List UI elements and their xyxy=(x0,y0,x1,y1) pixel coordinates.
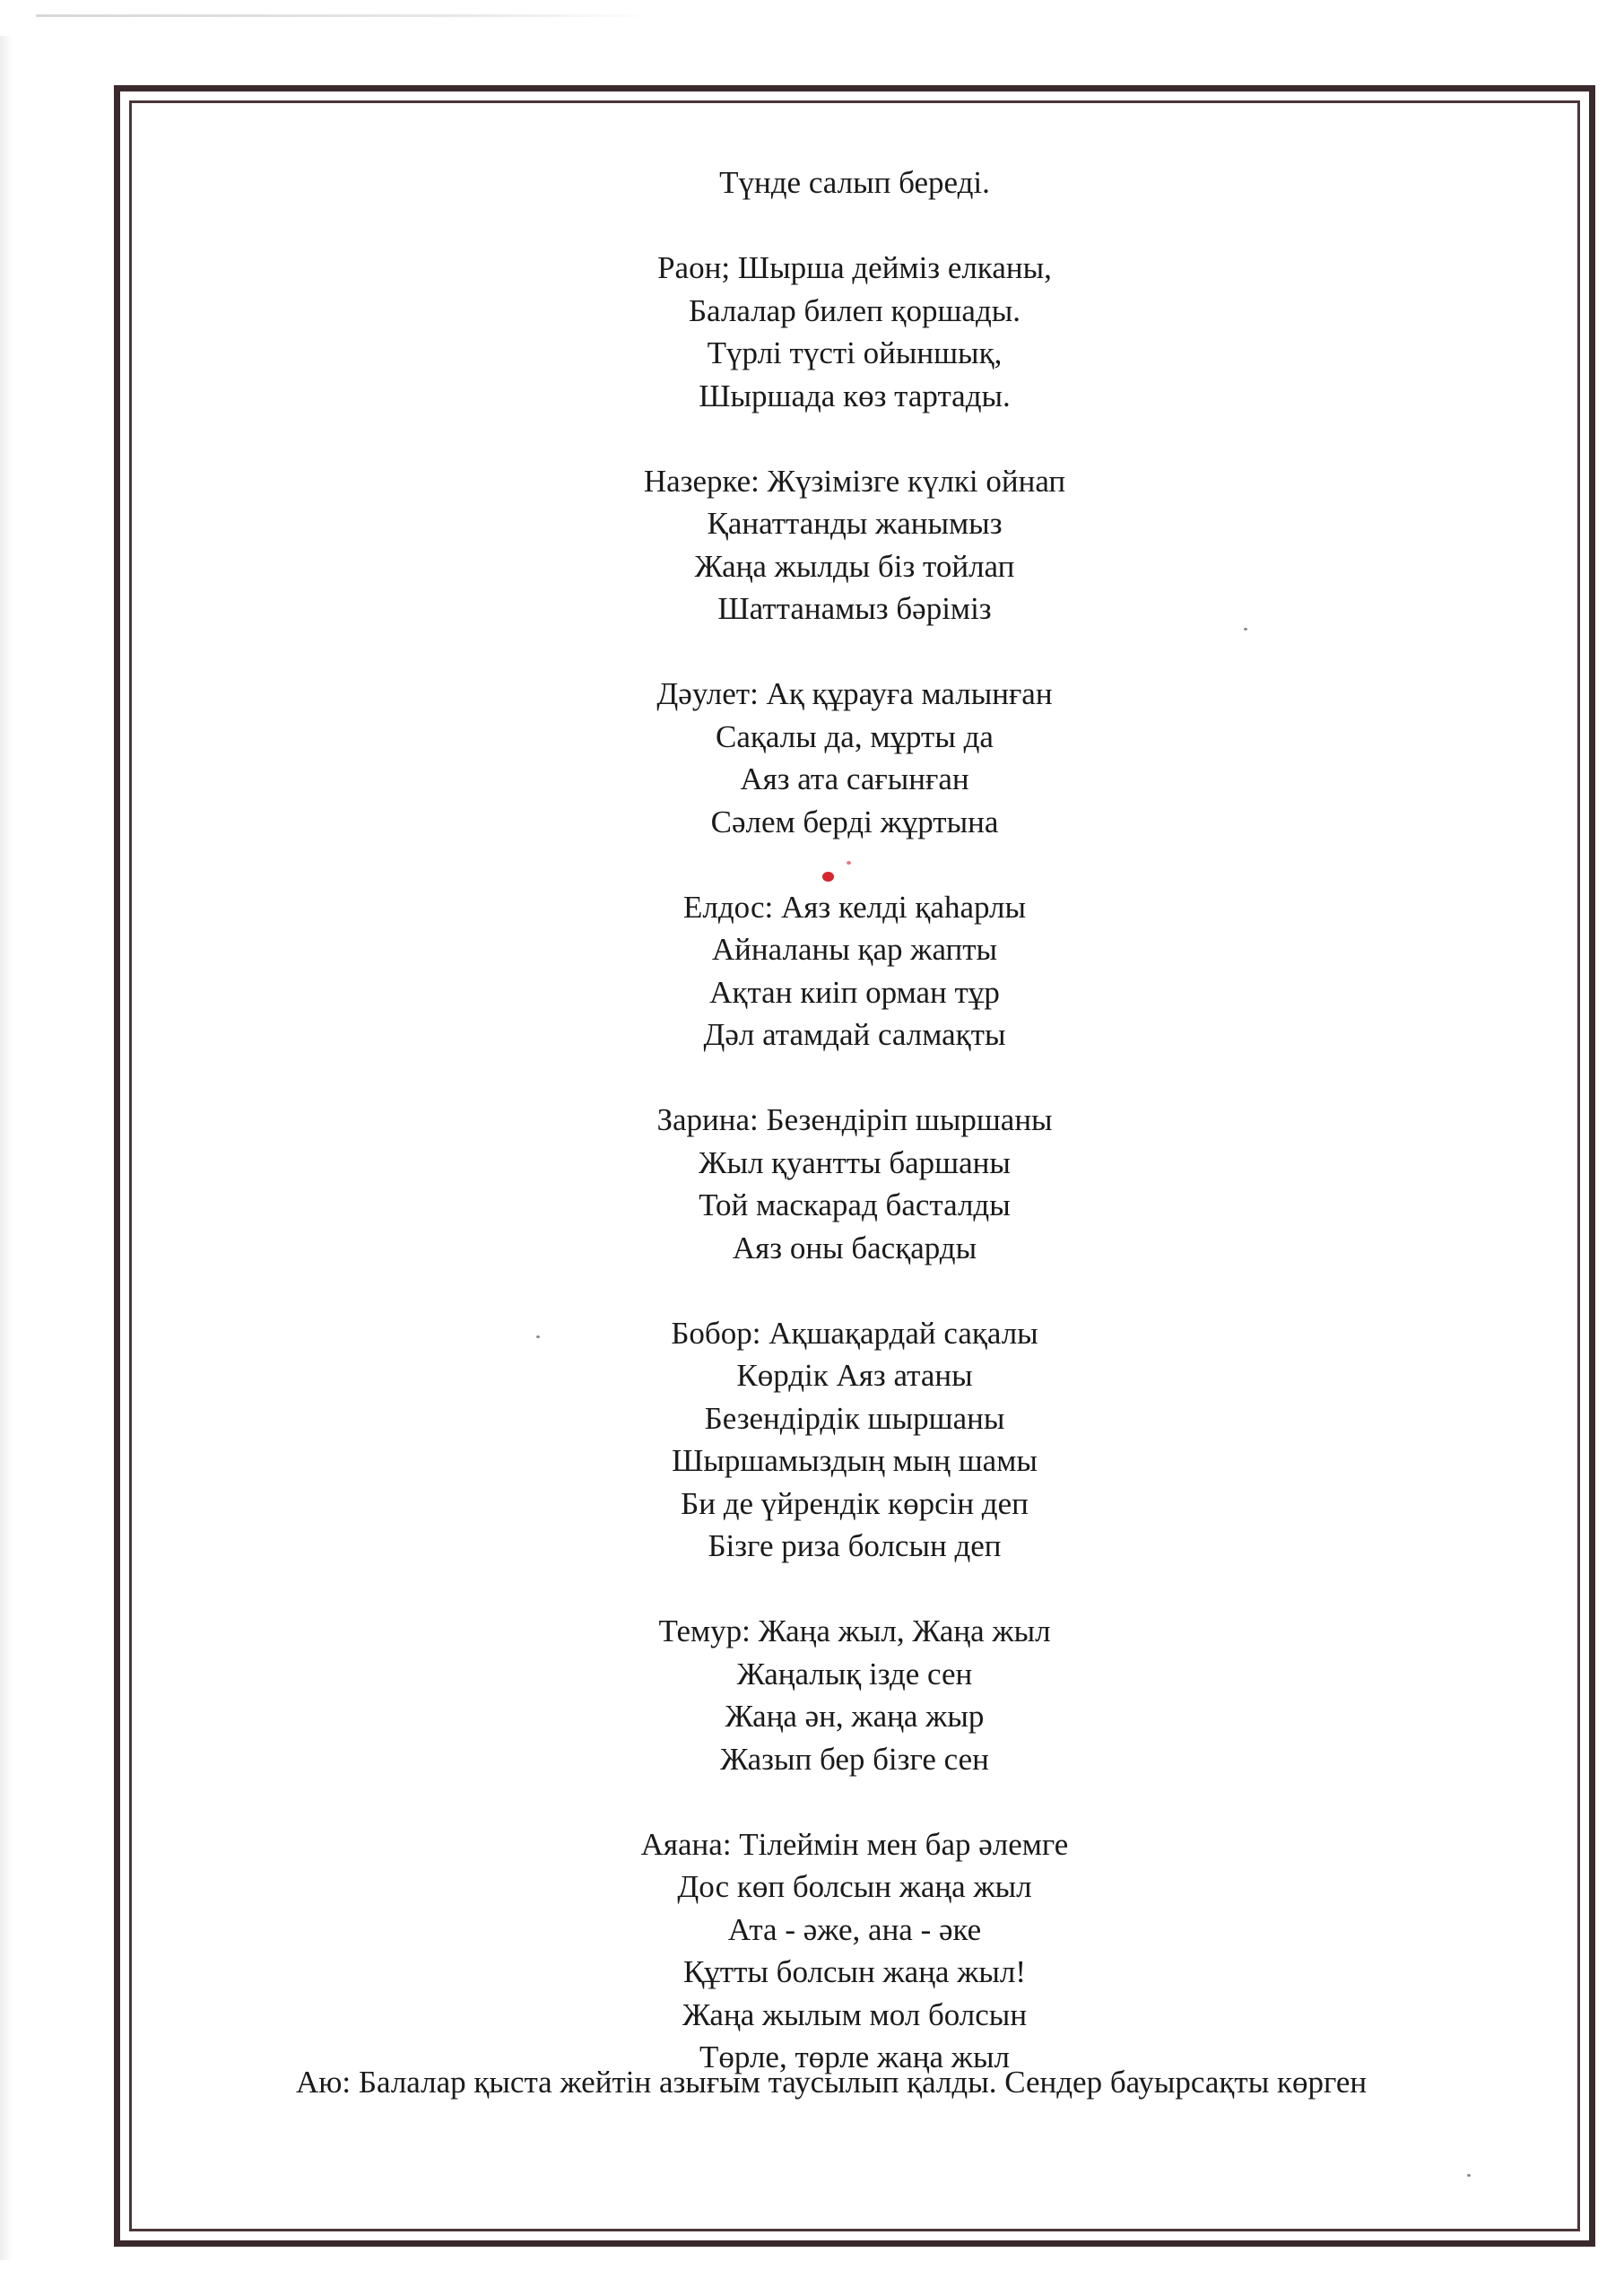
poem-line: Дәл атамдай салмақты xyxy=(703,1017,1006,1052)
poem-line: Бобор: Ақшақардай сақалы xyxy=(671,1315,1038,1351)
poem-line: Түнде салып береді. xyxy=(719,165,990,200)
red-ink-speck xyxy=(847,861,851,865)
poem-line: Би де үйрендік көрсін деп xyxy=(681,1485,1029,1521)
stanza-gap xyxy=(129,843,1580,886)
poem-line: Елдос: Аяз келді қаһарлы xyxy=(683,889,1026,925)
scan-speck xyxy=(536,1335,540,1338)
stanza-gap xyxy=(129,417,1580,460)
scan-edge-line xyxy=(36,14,655,17)
poem-line: Темур: Жаңа жыл, Жаңа жыл xyxy=(658,1613,1051,1648)
poem-line: Аяз ата сағынған xyxy=(740,761,969,796)
poem-line: Жыл қуантты баршаны xyxy=(699,1144,1011,1180)
poem-line: Дос көп болсын жаңа жыл xyxy=(677,1869,1032,1904)
poem-line: Ата - әже, ана - әке xyxy=(727,1911,982,1947)
poem-line: Дәулет: Ақ құрауға малынған xyxy=(656,676,1053,711)
stanza-gap xyxy=(129,1057,1580,1100)
poem-line: Балалар билеп қоршады. xyxy=(688,292,1021,328)
poem-line: Сақалы да, мұрты да xyxy=(716,718,994,754)
poem-line: Шыршада көз тартады. xyxy=(699,378,1011,413)
scan-speck xyxy=(1467,2174,1471,2177)
stanza-gap xyxy=(129,204,1580,248)
poem-line: Шыршамыздың мың шамы xyxy=(672,1443,1038,1478)
poem-line: Раон; Шырша дейміз елканы, xyxy=(657,250,1052,285)
poem-line: Той маскарад басталды xyxy=(699,1187,1011,1222)
stanza-gap xyxy=(129,1269,1580,1312)
stanza-gap xyxy=(129,631,1580,674)
poem-line: Жаңалық ізде сен xyxy=(736,1656,973,1692)
poem-line: Төрле, төрле жаңа жыл xyxy=(699,2039,1010,2074)
poem-line: Жаңа жылым мол болсын xyxy=(682,1996,1028,2032)
poem-line: Жаңа ән, жаңа жыр xyxy=(725,1699,985,1734)
stanza-gap xyxy=(129,1568,1580,1611)
closing-line: Аю: Балалар қыста жейтін азығым таусылып қалды. Сендер бауырсақты көрген xyxy=(296,2065,1368,2100)
poem-line: Сәлем берді жұртына xyxy=(710,804,999,839)
poem-line: Жазып бер бізге сен xyxy=(720,1741,989,1777)
poem-line: Бізге риза болсын деп xyxy=(708,1528,1002,1563)
poem-line: Жаңа жылды біз тойлап xyxy=(694,548,1015,584)
scan-speck xyxy=(1244,628,1247,631)
poem-line: Назерке: Жүзімізге күлкі ойнап xyxy=(643,463,1066,499)
stanza-gap xyxy=(129,1780,1580,1823)
poem-line: Қанаттанды жанымыз xyxy=(707,506,1003,541)
poem-line: Шаттанамыз бәріміз xyxy=(717,591,992,626)
poem-body xyxy=(129,161,1580,2079)
poem-line: Зарина: Безендіріп шыршаны xyxy=(656,1102,1053,1137)
poem-line: Ақтан киіп орман тұр xyxy=(709,974,1000,1010)
poem-line: Аяана: Тілеймін мен бар әлемге xyxy=(640,1826,1069,1862)
poem-line: Көрдік Аяз атаны xyxy=(736,1358,973,1393)
poem-line: Айналаны қар жапты xyxy=(711,932,998,967)
poem-line: Безендірдік шыршаны xyxy=(704,1400,1005,1436)
poem-line: Аяз оны басқарды xyxy=(732,1230,977,1265)
poem-line: Құтты болсын жаңа жыл! xyxy=(682,1954,1027,1989)
poem-line: Түрлі түсті ойыншық, xyxy=(707,335,1003,370)
red-ink-mark xyxy=(822,872,834,882)
scan-left-shadow xyxy=(0,36,13,2260)
